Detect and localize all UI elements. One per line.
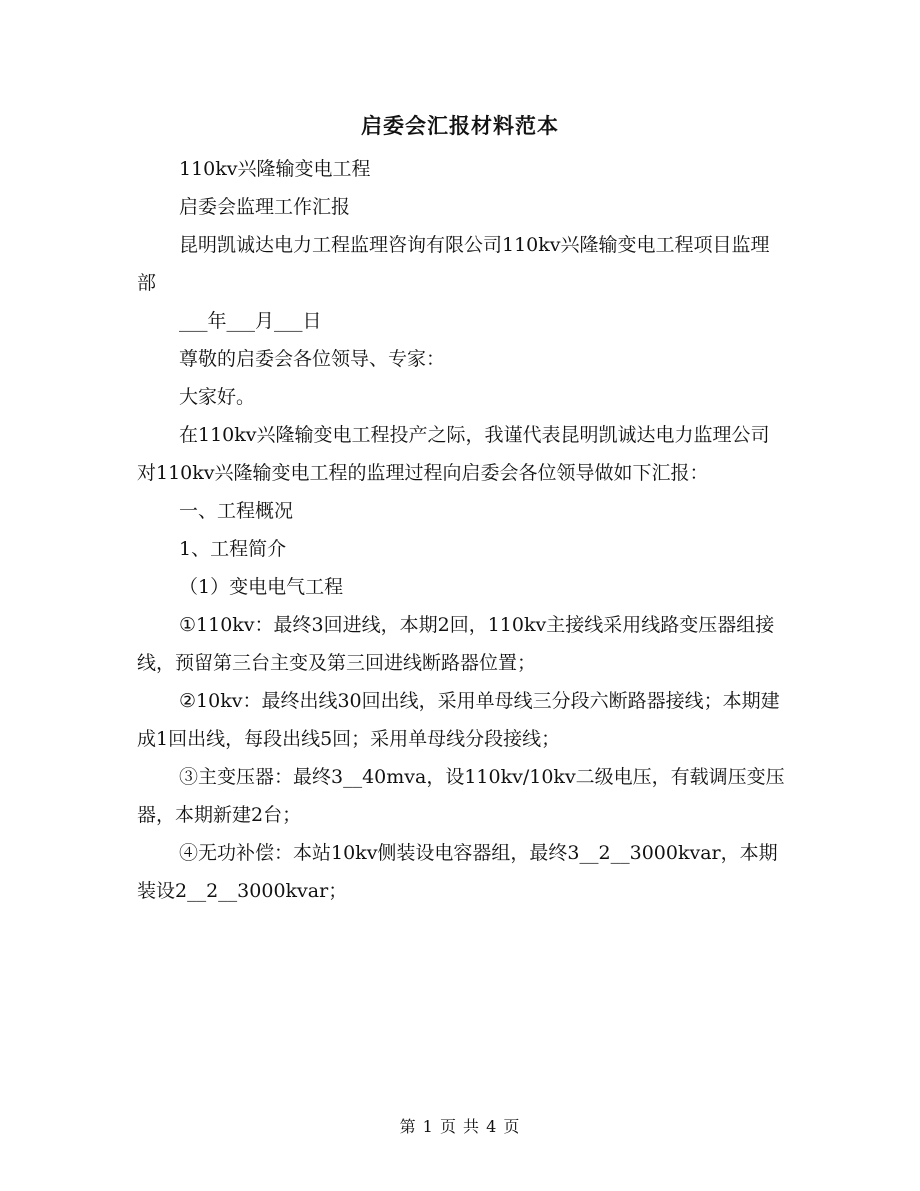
paragraph-item-heading: （1）变电电气工程 — [179, 576, 344, 598]
paragraph-salutation: 尊敬的启委会各位领导、专家： — [179, 348, 446, 370]
paragraph-date: ___年___月___日 — [179, 310, 322, 332]
paragraph-introduction: 在110kv兴隆输变电工程投产之际，我谨代表昆明凯诚达电力监理公司对110kv兴隆输变电工程的监理过程向启委会各位领导做如下汇报： — [137, 424, 770, 484]
paragraph-section-heading: 一、工程概况 — [179, 500, 294, 522]
paragraph-organization: 昆明凯诚达电力工程监理咨询有限公司110kv兴隆输变电工程项目监理部 — [137, 234, 770, 294]
paragraph-10kv: ②10kv：最终出线30回出线，采用单母线三分段六断路器接线；本期建成1回出线，每段出线5回；采用单母线分段接线； — [137, 690, 780, 750]
paragraph-greeting: 大家好。 — [179, 386, 256, 408]
paragraph-subsection-heading: 1、工程简介 — [179, 538, 287, 560]
paragraph-main-transformer: ③主变压器：最终3__40mva，设110kv/10kv二级电压，有载调压变压器，本期新建2台； — [137, 766, 785, 826]
document-title: 启委会汇报材料范本 — [361, 113, 559, 138]
paragraph-reactive-compensation: ④无功补偿：本站10kv侧装设电容器组，最终3__2__3000kvar，本期装设2__2__3000kvar； — [137, 842, 778, 902]
document-body — [137, 150, 787, 910]
paragraph-110kv: ①110kv：最终3回进线，本期2回，110kv主接线采用线路变压器组接线，预留第三台主变及第三回进线断路器位置； — [137, 614, 775, 674]
paragraph-project-name: 110kv兴隆输变电工程 — [179, 158, 371, 180]
paragraph-report-heading: 启委会监理工作汇报 — [179, 196, 351, 218]
page-number-footer: 第 1 页 共 4 页 — [399, 1117, 521, 1136]
